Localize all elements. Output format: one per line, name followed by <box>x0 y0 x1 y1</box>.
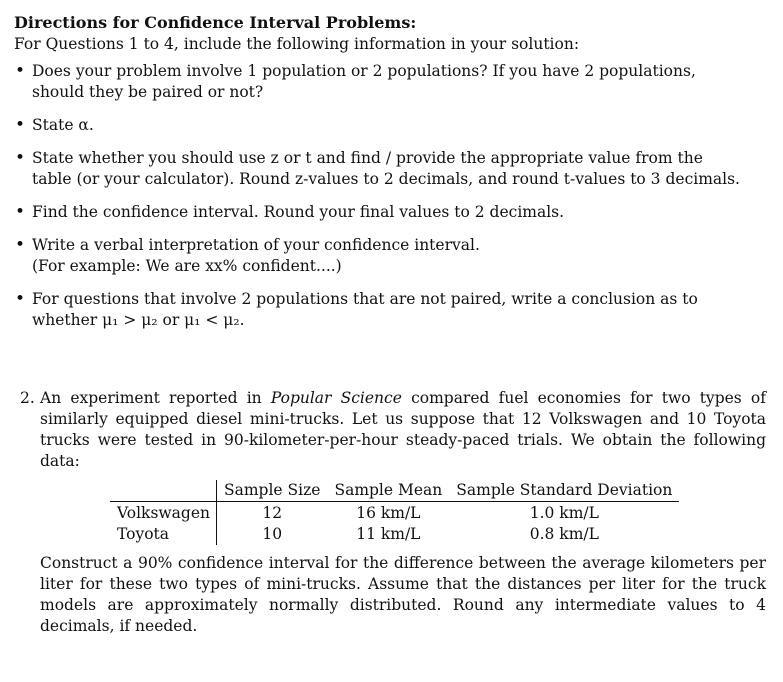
directions-list <box>14 61 766 331</box>
table-row: Toyota 10 11 km/L 0.8 km/L <box>110 524 679 545</box>
list-item: • Write a verbal interpretation of your confidence interval. (For example: We are xx% confident....) <box>14 235 766 277</box>
problem-statement: An experiment reported in Popular Science compared fuel economies for two types of similarly equipped diesel mini-trucks. Let us suppose that 12 Volkswagen and 10 Toyota trucks were tested in 90-kilometer-per-hour steady-paced trials. We obtain the following data: <box>40 389 766 470</box>
data-table <box>110 480 679 545</box>
column-header: Sample Mean <box>327 480 449 502</box>
table-row: Volkswagen 12 16 km/L 1.0 km/L <box>110 502 679 525</box>
list-item: • State whether you should use z or t and find / provide the appropriate value from the table (or your calculator). Round z-values to 2 decimals, and round t-values to 3 decimals. <box>14 148 766 190</box>
problem-number: 2. <box>20 389 35 407</box>
problem-instruction: Construct a 90% confidence interval for the difference between the average kilometers per liter for these two types of mini-trucks. Assume that the distances per liter for the truck models are approximately normally distributed. Round any intermediate values to 4 decimals, if needed. <box>40 554 766 635</box>
list-item: • State α. <box>14 115 766 136</box>
directions-title: Directions for Confidence Interval Problems: <box>14 13 417 32</box>
problem-2 <box>14 388 766 637</box>
list-item: • Does your problem involve 1 population or 2 populations? If you have 2 populations, should they be paired or not? <box>14 61 766 103</box>
column-header: Sample Standard Deviation <box>449 480 679 502</box>
list-item: • Find the confidence interval. Round your final values to 2 decimals. <box>14 202 766 223</box>
directions-section <box>14 12 766 343</box>
list-item: • For questions that involve 2 populations that are not paired, write a conclusion as to whether μ₁ > μ₂ or μ₁ < μ₂. <box>14 289 766 331</box>
directions-intro: For Questions 1 to 4, include the following information in your solution: <box>14 35 580 53</box>
source-title: Popular Science <box>270 389 402 407</box>
column-header: Sample Size <box>217 480 328 502</box>
